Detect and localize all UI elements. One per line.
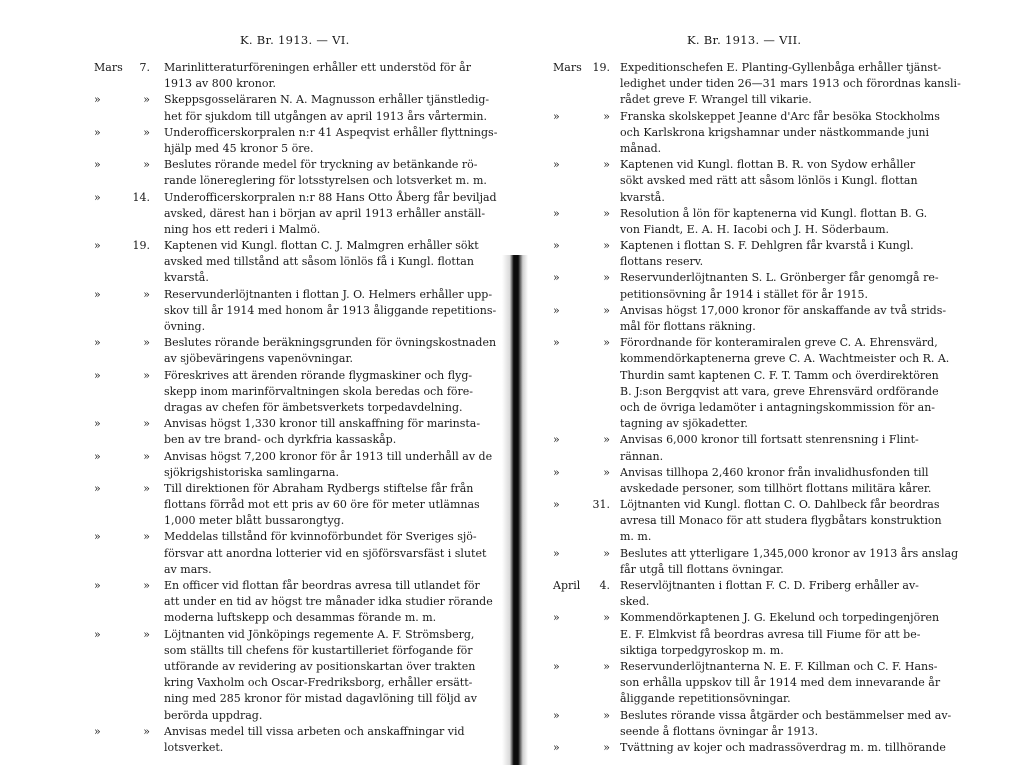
entry-month: » xyxy=(94,190,101,204)
entry-text-line: rande lönereglering för lotsstyrelsen och lotsverket m. m. xyxy=(164,174,487,188)
entry-day: » xyxy=(143,158,150,172)
entry-text-line: Föreskrives att ärenden rörande flygmaskiner och flyg- xyxy=(164,368,473,382)
entry-text-line: avsked, därest han i början av april 1913 erhåller anställ- xyxy=(164,206,486,220)
entry-day: » xyxy=(143,287,150,301)
entry-text-line: ning med 285 kronor för mistad dagavlöning till följd av xyxy=(164,692,477,706)
entry-text-line: son erhålla uppskov till år 1914 med dem innevarande år xyxy=(620,676,941,690)
entry-text-line: Thurdin samt kaptenen C. F. T. Tamm och överdirektören xyxy=(620,368,939,382)
entry-day: 14. xyxy=(132,190,150,204)
entry-day: » xyxy=(603,465,610,479)
entry-text-line: Kaptenen vid Kungl. flottan B. R. von Sydow erhåller xyxy=(620,158,916,172)
entry-text-line: m. m. xyxy=(620,530,652,544)
entry-text-line: skepp inom marinförvaltningen skola beredas och före- xyxy=(164,384,473,398)
entry-day: » xyxy=(143,481,150,495)
entry xyxy=(0,627,512,724)
entry-text-line: ning hos ett rederi i Malmö. xyxy=(164,222,321,236)
entry-text-line: Anvisas högst 17,000 kronor för anskaffande av två strids- xyxy=(620,303,947,317)
entry-day: » xyxy=(143,449,150,463)
entry-month: » xyxy=(94,530,101,544)
entry-day: » xyxy=(143,368,150,382)
entry xyxy=(512,610,1024,659)
entry-text-line: sökt avsked med rätt att såsom lönlös i Kungl. flottan xyxy=(620,174,918,188)
entry-month: » xyxy=(94,287,101,301)
entry xyxy=(0,481,512,530)
entry-day: » xyxy=(603,546,610,560)
entry-text-line: Reservlöjtnanten i flottan F. C. D. Friberg erhåller av- xyxy=(620,579,919,592)
entry xyxy=(0,529,512,578)
entry-month: » xyxy=(553,109,560,123)
entry xyxy=(0,335,512,367)
entry-text-line: Beslutes rörande beräkningsgrunden för övningskostnaden xyxy=(164,336,497,350)
entry-text-line: von Fiandt, E. A. H. Iacobi och J. H. Söderbaum. xyxy=(620,222,890,236)
entry xyxy=(0,287,512,336)
entry-text-line: skov till år 1914 med honom år 1913 åliggande repetitions- xyxy=(164,303,497,317)
entry-text-line: Expeditionschefen E. Planting-Gyllenbåga erhåller tjänst- xyxy=(620,61,942,74)
entry-month: » xyxy=(553,303,560,317)
entry-text-line: Anvisas tillhopa 2,460 kronor från invalidhusfonden till xyxy=(620,465,929,479)
entry-month: » xyxy=(553,271,560,285)
entry-text-line: att under en tid av högst tre månader idka studier rörande xyxy=(164,595,493,609)
entry-month: » xyxy=(94,627,101,641)
entry xyxy=(512,659,1024,708)
entry xyxy=(512,740,1024,756)
entry-list xyxy=(0,60,512,756)
entry-day: » xyxy=(143,125,150,139)
entry-day: » xyxy=(603,239,610,253)
entry-month: » xyxy=(553,740,560,754)
entry-month: » xyxy=(94,449,101,463)
entry-month: » xyxy=(553,546,560,560)
entry xyxy=(0,416,512,448)
entry-text-line: Beslutes rörande vissa åtgärder och bestämmelser med av- xyxy=(620,708,952,722)
entry xyxy=(512,270,1024,302)
entry-text-line: avresa till Monaco för att studera flygbåtars konstruktion xyxy=(620,514,942,528)
entry xyxy=(512,206,1024,238)
entry xyxy=(512,303,1024,335)
entry-text-line: Kaptenen i flottan S. F. Dehlgren får kvarstå i Kungl. xyxy=(620,239,914,253)
entry-text-line: flottans förråd mot ett pris av 60 öre för meter utlämnas xyxy=(164,498,480,512)
entry xyxy=(512,497,1024,546)
entry-text-line: rännan. xyxy=(620,449,664,463)
entry-text-line: hjälp med 45 kronor 5 öre. xyxy=(164,141,314,155)
entry-month: » xyxy=(94,125,101,139)
entry-day: 4. xyxy=(599,579,610,592)
entry-text-line: Anvisas medel till vissa arbeten och anskaffningar vid xyxy=(164,724,465,738)
entry-day: » xyxy=(143,724,150,738)
entry-text-line: avskedade personer, som tillhört flottans militära kårer. xyxy=(620,481,932,495)
entry-day: » xyxy=(603,271,610,285)
entry xyxy=(0,190,512,239)
entry-text-line: kring Vaxholm och Oscar-Fredriksborg, erhåller ersätt- xyxy=(164,676,473,690)
entry-month: » xyxy=(94,93,101,107)
entry-text-line: ledighet under tiden 26—31 mars 1913 och förordnas kansli- xyxy=(620,77,961,91)
entry-day: » xyxy=(603,206,610,220)
page-header: K. Br. 1913. — VII. xyxy=(687,33,802,47)
entry-text-line: Beslutes att ytterligare 1,345,000 kronor av 1913 års anslag xyxy=(620,546,959,560)
entry xyxy=(0,449,512,481)
entry xyxy=(512,708,1024,740)
entry-text-line: månad. xyxy=(620,141,662,155)
entry-month: » xyxy=(94,579,101,592)
entry-month: » xyxy=(94,158,101,172)
entry-day: » xyxy=(603,740,610,754)
entry-text-line: åliggande repetitionsövningar. xyxy=(620,692,791,706)
entry-month: » xyxy=(553,206,560,220)
entry-text-line: tagning av sjökadetter. xyxy=(620,417,748,431)
entry xyxy=(0,238,512,287)
entry-text-line: av sjöbeväringens vapenövningar. xyxy=(164,352,353,366)
entry-month: » xyxy=(553,465,560,479)
entry xyxy=(0,157,512,189)
entry-day: » xyxy=(143,336,150,350)
entry-month: » xyxy=(553,239,560,253)
entry-text-line: ben av tre brand- och dyrkfria kassaskåp. xyxy=(164,433,397,447)
entry-day: » xyxy=(603,336,610,350)
entry-month: » xyxy=(94,336,101,350)
entry-month: » xyxy=(553,498,560,512)
entry-text-line: 1,000 meter blått bussarongtyg. xyxy=(164,514,345,528)
entry-text-line: mål för flottans räkning. xyxy=(620,320,756,333)
entry-text-line: lotsverket. xyxy=(164,740,224,754)
entry-text-line: het för sjukdom till utgången av april 1913 års vårtermin. xyxy=(164,109,488,123)
entry-text-line: petitionsövning år 1914 i stället för år 1915. xyxy=(620,287,868,301)
right-page xyxy=(512,0,1024,778)
entry-text-line: flottans reserv. xyxy=(620,255,704,269)
entry-text-line: Franska skolskeppet Jeanne d'Arc får besöka Stockholms xyxy=(620,109,940,123)
entry-month: » xyxy=(94,724,101,738)
entry-text-line: En officer vid flottan får beordras avresa till utlandet för xyxy=(164,579,480,592)
entry-day: 7. xyxy=(139,61,150,74)
entry-month: » xyxy=(94,239,101,253)
entry-text-line: berörda uppdrag. xyxy=(164,708,263,722)
entry-day: » xyxy=(603,303,610,317)
entry-text-line: övning. xyxy=(164,320,206,333)
entry-text-line: Kommendörkaptenen J. G. Ekelund och torpedingenjören xyxy=(620,611,940,625)
entry-text-line: Beslutes rörande medel för tryckning av betänkande rö- xyxy=(164,158,478,172)
entry-text-line: Underofficerskorpralen n:r 41 Aspeqvist erhåller flyttnings- xyxy=(164,125,498,139)
entry xyxy=(512,238,1024,270)
entry-day: » xyxy=(143,579,150,592)
entry-text-line: Marinlitteraturföreningen erhåller ett understöd för år xyxy=(164,61,471,74)
entry xyxy=(0,578,512,627)
entry-text-line: Anvisas högst 1,330 kronor till anskaffning för marinsta- xyxy=(164,417,481,431)
entry-text-line: dragas av chefen för ämbetsverkets torpedavdelning. xyxy=(164,400,463,414)
entry-text-line: Tvättning av kojer och madrassöverdrag m. m. tillhörande xyxy=(620,740,946,754)
entry-day: 31. xyxy=(592,498,610,512)
entry-text-line: Till direktionen för Abraham Rydbergs stiftelse får från xyxy=(164,481,474,495)
entry xyxy=(512,60,1024,109)
entry-day: » xyxy=(603,659,610,673)
entry-text-line: sked. xyxy=(620,595,650,609)
entry-text-line: Anvisas 6,000 kronor till fortsatt stenrensning i Flint- xyxy=(620,433,919,447)
entry xyxy=(0,125,512,157)
entry-text-line: försvar att anordna lotterier vid en sjöförsvarsfäst i slutet xyxy=(164,546,487,560)
entry-text-line: Löjtnanten vid Kungl. flottan C. O. Dahlbeck får beordras xyxy=(620,498,940,512)
entry xyxy=(0,92,512,124)
entry-day: » xyxy=(143,530,150,544)
entry-text-line: Resolution å lön för kaptenerna vid Kungl. flottan B. G. xyxy=(620,206,928,220)
entry-list xyxy=(512,60,1024,756)
entry-text-line: får utgå till flottans övningar. xyxy=(620,562,784,576)
page-header: K. Br. 1913. — VI. xyxy=(240,33,350,47)
entry-day: 19. xyxy=(592,61,610,74)
entry-text-line: moderna luftskepp och desammas förande m. m. xyxy=(164,611,437,625)
entry-text-line: som ställts till chefens för kustartilleriet förfogande för xyxy=(164,643,473,657)
entry-text-line: av mars. xyxy=(164,562,212,576)
entry-day: » xyxy=(143,627,150,641)
entry-text-line: rådet greve F. Wrangel till vikarie. xyxy=(620,93,812,107)
entry-text-line: utförande av revidering av positionskartan över trakten xyxy=(164,659,476,673)
entry-text-line: Förordnande för konteramiralen greve C. A. Ehrensvärd, xyxy=(620,336,938,350)
entry-text-line: Skeppsgosseläraren N. A. Magnusson erhåller tjänstledig- xyxy=(164,93,490,107)
entry-day: » xyxy=(603,109,610,123)
entry-month: Mars xyxy=(94,61,123,74)
entry-month: Mars xyxy=(553,61,582,74)
entry-day: » xyxy=(603,158,610,172)
entry xyxy=(512,546,1024,578)
entry-month: » xyxy=(553,659,560,673)
entry-text-line: kvarstå. xyxy=(620,190,665,204)
entry-day: » xyxy=(143,93,150,107)
entry xyxy=(512,432,1024,464)
entry-day: » xyxy=(603,433,610,447)
entry-month: April xyxy=(553,579,581,592)
entry-day: » xyxy=(603,708,610,722)
entry-month: » xyxy=(94,368,101,382)
entry-text-line: Kaptenen vid Kungl. flottan C. J. Malmgren erhåller sökt xyxy=(164,239,479,253)
entry xyxy=(512,578,1024,610)
entry-day: » xyxy=(143,417,150,431)
entry xyxy=(0,368,512,417)
entry-text-line: och de övriga ledamöter i antagningskommission för an- xyxy=(620,400,936,414)
entry-day: 19. xyxy=(132,239,150,253)
entry-month: » xyxy=(553,433,560,447)
entry-text-line: Reservunderlöjtnanterna N. E. F. Killman och C. F. Hans- xyxy=(620,659,938,673)
entry xyxy=(0,724,512,756)
entry-month: » xyxy=(94,417,101,431)
entry xyxy=(512,335,1024,432)
entry-text-line: Reservunderlöjtnanten i flottan J. O. Helmers erhåller upp- xyxy=(164,287,493,301)
entry-text-line: Anvisas högst 7,200 kronor för år 1913 till underhåll av de xyxy=(164,449,493,463)
entry-text-line: B. J:son Bergqvist att vara, greve Ehrensvärd ordförande xyxy=(620,384,939,398)
entry-month: » xyxy=(553,336,560,350)
entry xyxy=(0,60,512,92)
entry-text-line: siktiga torpedgyroskop m. m. xyxy=(620,643,784,657)
entry-text-line: Reservunderlöjtnanten S. L. Grönberger får genomgå re- xyxy=(620,271,939,285)
entry-month: » xyxy=(553,708,560,722)
entry-text-line: kvarstå. xyxy=(164,271,209,285)
entry-text-line: seende å flottans övningar år 1913. xyxy=(620,724,819,738)
entry-text-line: Löjtnanten vid Jönköpings regemente A. F. Strömsberg, xyxy=(164,627,475,641)
entry-text-line: sjökrigshistoriska samlingarna. xyxy=(164,465,339,479)
entry-text-line: Underofficerskorpralen n:r 88 Hans Otto Åberg får beviljad xyxy=(164,190,497,204)
entry xyxy=(512,157,1024,206)
entry-month: » xyxy=(94,481,101,495)
entry-text-line: kommendörkaptenerna greve C. A. Wachtmeister och R. A. xyxy=(620,352,950,366)
entry-day: » xyxy=(603,611,610,625)
entry-month: » xyxy=(553,158,560,172)
entry-text-line: Meddelas tillstånd för kvinnoförbundet för Sveriges sjö- xyxy=(164,530,477,544)
entry xyxy=(512,465,1024,497)
entry-text-line: avsked med tillstånd att såsom lönlös få i Kungl. flottan xyxy=(164,255,474,269)
entry-text-line: 1913 av 800 kronor. xyxy=(164,77,277,91)
entry-text-line: och Karlskrona krigshamnar under nästkommande juni xyxy=(620,125,929,139)
entry-text-line: E. F. Elmkvist få beordras avresa till Fiume för att be- xyxy=(620,627,921,641)
entry-month: » xyxy=(553,611,560,625)
entry xyxy=(512,109,1024,158)
